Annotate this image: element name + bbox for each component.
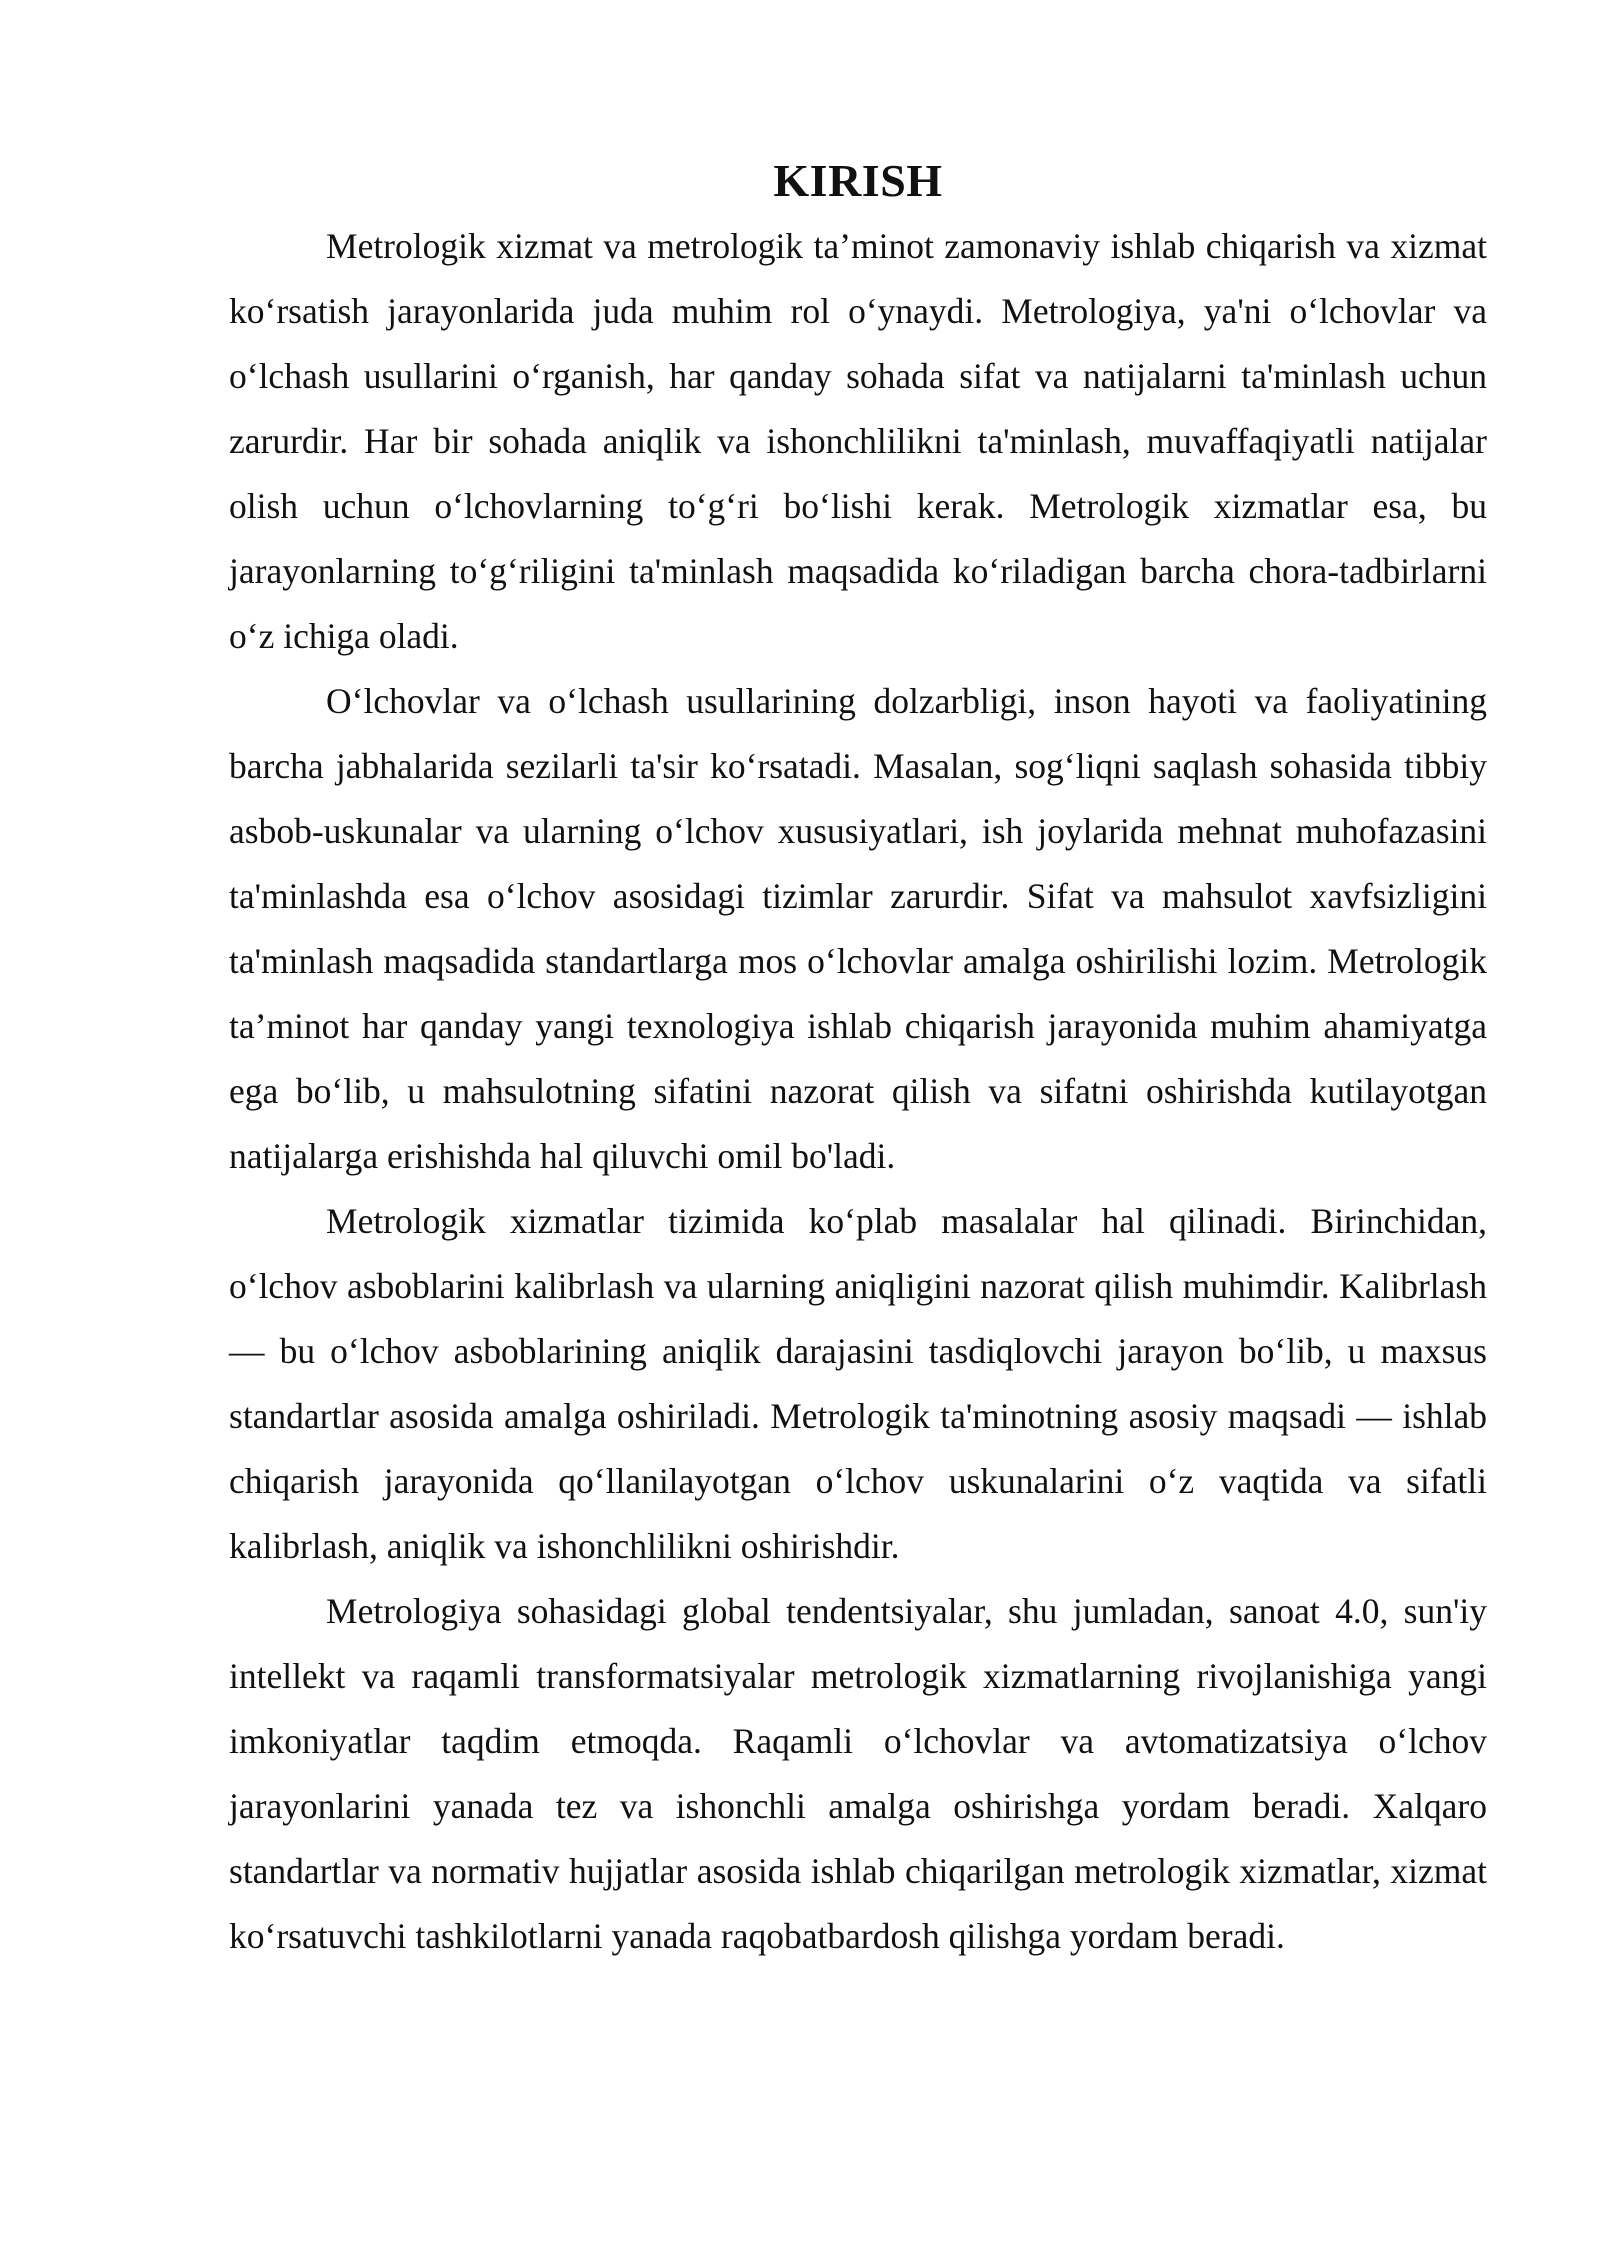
- paragraph-4: Metrologiya sohasidagi global tendentsiyalar, shu jumladan, sanoat 4.0, sun'iy intellekt va raqamli transformatsiyalar metrologik xizmatlarning rivojlanishiga yangi imkoniyatlar taqdim etmoqda. Raqamli o‘lchovlar va avtomatizatsiya o‘lchov jarayonlarini yanada tez va ishonchli amalga oshirishga yordam beradi. Xalqaro standartlar va normativ hujjatlar asosida ishlab chiqarilgan metrologik xizmatlar, xizmat ko‘rsatuvchi tashkilotlarni yanada raqobatbardosh qilishga yordam beradi.: [229, 1591, 1487, 1956]
- page-title: KIRISH: [773, 155, 943, 206]
- paragraph-2: O‘lchovlar va o‘lchash usullarining dolzarbligi, inson hayoti va faoliyatining barcha jabhalarida sezilarli ta'sir ko‘rsatadi. Masalan, sog‘liqni saqlash sohasida tibbiy asbob-uskunalar va ularning o‘lchov xususiyatlari, ish joylarida mehnat muhofazasini ta'minlashda esa o‘lchov asosidagi tizimlar zarurdir. Sifat va mahsulot xavfsizligini ta'minlash maqsadida standartlarga mos o‘lchovlar amalga oshirilishi lozim. Metrologik ta’minot har qanday yangi texnologiya ishlab chiqarish jarayonida muhim ahamiyatga ega bo‘lib, u mahsulotning sifatini nazorat qilish va sifatni oshirishda kutilayotgan natijalarga erishishda hal qiluvchi omil bo'ladi.: [229, 681, 1487, 1176]
- paragraph-1: Metrologik xizmat va metrologik ta’minot zamonaviy ishlab chiqarish va xizmat ko‘rsatish jarayonlarida juda muhim rol o‘ynaydi. Metrologiya, ya'ni o‘lchovlar va o‘lchash usullarini o‘rganish, har qanday sohada sifat va natijalarni ta'minlash uchun zarurdir. Har bir sohada aniqlik va ishonchlilikni ta'minlash, muvaffaqiyatli natijalar olish uchun o‘lchovlarning to‘g‘ri bo‘lishi kerak. Metrologik xizmatlar esa, bu jarayonlarning to‘g‘riligini ta'minlash maqsadida ko‘riladigan barcha chora-tadbirlarni o‘z ichiga oladi.: [229, 226, 1487, 656]
- paragraph-3: Metrologik xizmatlar tizimida ko‘plab masalalar hal qilinadi. Birinchidan, o‘lchov asboblarini kalibrlash va ularning aniqligini nazorat qilish muhimdir. Kalibrlash — bu o‘lchov asboblarining aniqlik darajasini tasdiqlovchi jarayon bo‘lib, u maxsus standartlar asosida amalga oshiriladi. Metrologik ta'minotning asosiy maqsadi — ishlab chiqarish jarayonida qo‘llanilayotgan o‘lchov uskunalarini o‘z vaqtida va sifatli kalibrlash, aniqlik va ishonchlilikni oshirishdir.: [229, 1201, 1487, 1566]
- document-page: [229, 150, 1487, 1969]
